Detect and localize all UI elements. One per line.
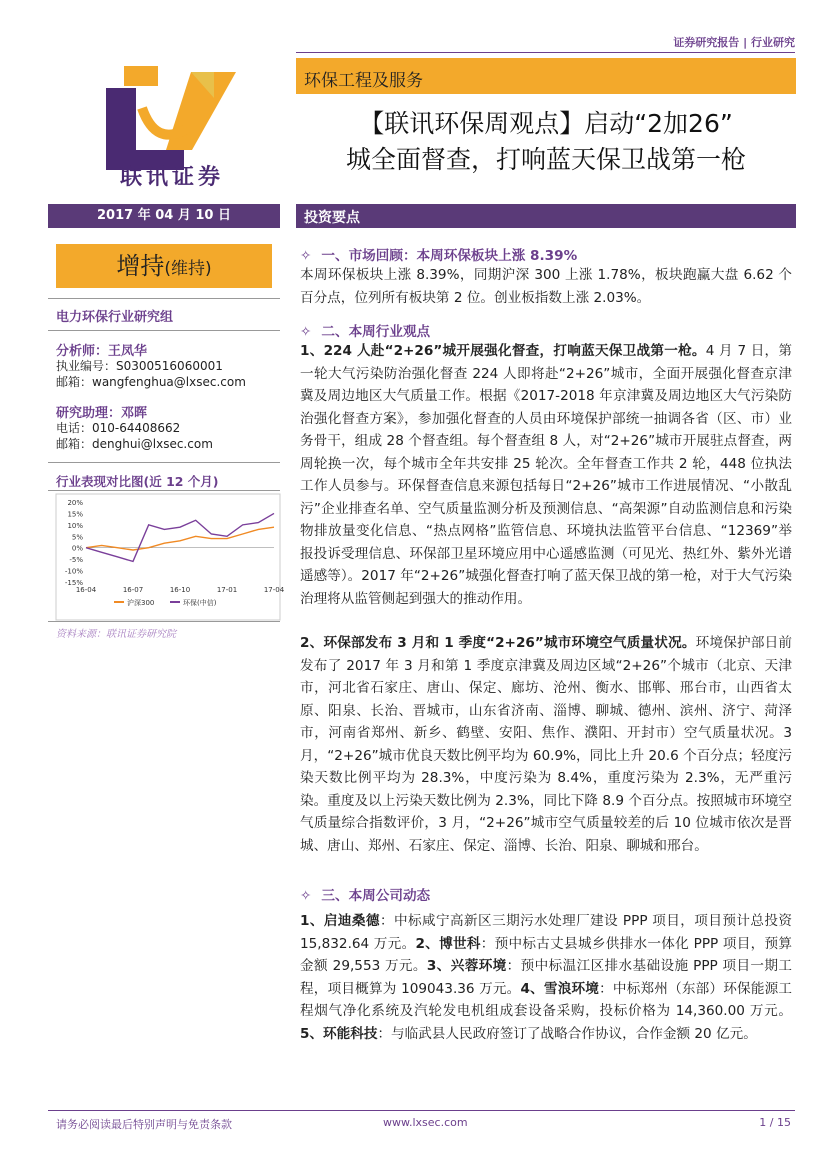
divider bbox=[48, 330, 280, 331]
legend-label: 沪深300 bbox=[127, 599, 155, 607]
footer-rule bbox=[48, 1110, 795, 1111]
y-tick-label: 10% bbox=[67, 521, 83, 530]
x-tick-label: 17-01 bbox=[216, 586, 238, 594]
s2-heading bbox=[300, 320, 430, 340]
s1-heading bbox=[300, 244, 577, 264]
diamond-icon: ✧ bbox=[300, 888, 312, 904]
assistant-email: 邮箱：denghui@lxsec.com bbox=[56, 437, 213, 451]
company-2: 2、博世科 bbox=[415, 935, 481, 952]
section-header bbox=[296, 204, 796, 228]
research-group: 电力环保行业研究组 bbox=[56, 310, 174, 325]
assistant-phone: 电话：010-64408662 bbox=[56, 421, 181, 435]
title-line-2: 城全面督查，打响蓝天保卫战第一枪 bbox=[345, 145, 746, 174]
footer-site-link[interactable]: www.lxsec.com bbox=[383, 1116, 468, 1129]
s3-heading bbox=[300, 884, 430, 904]
s3-company-news bbox=[300, 910, 792, 1045]
divider bbox=[48, 621, 280, 622]
y-tick-label: 0% bbox=[71, 544, 83, 553]
x-tick-label: 16-07 bbox=[122, 586, 144, 594]
y-tick-label: -10% bbox=[64, 567, 83, 576]
chart-title: 行业表现对比图(近 12 个月) bbox=[56, 474, 219, 489]
x-tick-label: 16-04 bbox=[75, 586, 97, 594]
s2-paragraph-1 bbox=[300, 340, 792, 610]
rating-note: (维持) bbox=[164, 259, 212, 279]
company-3-text: ：预中标温江区排水基础设施 PPP 项目一期工程，项目概算为 109043.36 万元。 bbox=[300, 958, 792, 997]
performance-chart bbox=[56, 494, 285, 620]
analyst-name: 分析师：王凤华 bbox=[56, 344, 148, 359]
s2-p2-lead: 2、环保部发布 3 月和 1 季度“2+26”城市环境空气质量状况。 bbox=[300, 635, 696, 651]
diamond-icon: ✧ bbox=[300, 248, 312, 264]
sector-banner bbox=[296, 58, 796, 94]
y-tick-label: -5% bbox=[69, 556, 83, 565]
section-title: 投资要点 bbox=[304, 210, 360, 226]
report-title bbox=[296, 106, 796, 178]
report-type: 证券研究报告 | 行业研究 bbox=[673, 36, 795, 49]
page-number: 1 / 15 bbox=[759, 1116, 791, 1129]
y-tick-label: 20% bbox=[67, 499, 83, 507]
analyst-license: 执业编号：S0300516060001 bbox=[56, 359, 223, 373]
logo-text: 联讯证券 bbox=[119, 165, 224, 190]
s1-text: 本周环保板块上涨 8.39%，同期沪深 300 上涨 1.78%，板块跑赢大盘 6.62 个百分点，位列所有板块第 2 位。创业板指数上涨 2.03%。 bbox=[300, 267, 792, 306]
company-3: 3、兴蓉环境 bbox=[426, 958, 507, 974]
company-5-text: ：与临武县人民政府签订了战略合作协议，合作金额 20 亿元。 bbox=[377, 1025, 757, 1042]
s2-p2-text: 环境保护部日前发布了 2017 年 3 月和第 1 季度京津冀及周边区域“2+26”个城市（北京、天津市，河北省石家庄、唐山、保定、廊坊、沧州、衡水、邯郸、邢台市，山西省太原、阳泉、长治、晋城市，山东省济南、淄博、聊城、德州、滨州、济宁、菏泽市，河南省郑州、新乡、鹤壁、安阳、焦作、濮阳、开封市）空气质量状况。3 月，“2+26”城市优良天数比例平均为 60.9%，同比上升 20.6 个百分点；轻度污染天数比例平均为 28.3%，中度污染为 8.4%，重度污染为 2.3%，无严重污染。重度及以上污染天数比例为 2.3%，同比下降 8.9 个百分点。按照城市环境空气质量综合指数评价，3 月，“2+26”城市空气质量较差的后 10 位城市依次是晋城、唐山、郑州、石家庄、保定、淄博、长治、阳泉、聊城和邢台。 bbox=[300, 635, 792, 854]
x-tick-label: 17-04 bbox=[263, 586, 285, 594]
sector-label: 环保工程及服务 bbox=[304, 71, 423, 91]
rating-badge bbox=[56, 244, 272, 288]
y-tick-label: 5% bbox=[71, 533, 83, 542]
header-rule bbox=[296, 52, 795, 53]
company-4: 4、雪浪环境 bbox=[520, 980, 600, 997]
report-date: 2017 年 04 月 10 日 bbox=[48, 204, 280, 228]
rating-value: 增持 bbox=[116, 252, 165, 280]
assistant-name: 研究助理：邓晖 bbox=[56, 406, 148, 421]
y-tick-label: -15% bbox=[64, 579, 83, 587]
s2-p1-text: 4 月 7 日，第一轮大气污染防治强化督查 224 人即将赴“2+26”城市，全面开展强化督查京津冀及周边地区大气质量工作。根据《2017-2018 年京津冀及周边地区大气污染防治强化督查方案》，参加强化督查的人员由环境保护部统一抽调各省（区、市）业务骨干，组成 28 个督查组。每个督查组 8 人，对“2+26”城市开展驻点督查，两周轮换一次，每个城市全年共安排 25 轮次。全年督查工作共 2 轮，448 位执法工作人员参与。环保督查信息来源包括每日“2+26”城市工作进展情况、“小散乱污”企业排查名单、空气质量监测分析及预测信息、“高架源”自动监测信息和污染物排放量变化信息、“热点网格”监管信息、环境执法监管平台信息、“12369”举报投诉受理信息、环保部卫星环境应用中心遥感监测（可见光、热红外、紫外光谱遥感等）。2017 年“2+26”城强化督查打响了蓝天保卫战的第一枪，对于大气污染治理将从监管侧起到强大的推动作用。 bbox=[300, 343, 792, 607]
s1-heading-text: 一、市场回顾：本周环保板块上涨 8.39% bbox=[321, 248, 578, 264]
divider bbox=[48, 462, 280, 463]
chart-frame bbox=[56, 494, 280, 620]
company-5: 5、环能科技 bbox=[300, 1025, 378, 1042]
s2-p1-lead: 1、224 人赴“2+26”城开展强化督查，打响蓝天保卫战第一枪。 bbox=[300, 343, 706, 359]
legend-label: 环保(中信) bbox=[183, 599, 217, 607]
company-1: 1、启迪桑德 bbox=[300, 913, 380, 929]
chart-source: 资料来源：联讯证券研究院 bbox=[56, 629, 176, 640]
analyst-email: 邮箱：wangfenghua@lxsec.com bbox=[56, 375, 246, 389]
s2-heading-text: 二、本周行业观点 bbox=[321, 324, 431, 340]
company-2-text: ：预中标古丈县城乡供排水一体化 PPP 项目，预算金额 29,553 万元。 bbox=[300, 935, 792, 974]
y-tick-label: 15% bbox=[67, 510, 83, 519]
footer-disclaimer[interactable]: 请务必阅读最后特别声明与免责条款 bbox=[56, 1118, 232, 1131]
s3-heading-text: 三、本周公司动态 bbox=[321, 888, 431, 904]
title-line-1: 【联讯环保周观点】启动“2加26” bbox=[359, 109, 733, 138]
s2-paragraph-2 bbox=[300, 632, 792, 857]
divider bbox=[48, 298, 280, 299]
company-1-text: ：中标咸宁高新区三期污水处理厂建设 PPP 项目，项目预计总投资 15,832.64 万元。 bbox=[300, 913, 792, 952]
company-4-text: ：中标郑州（东部）环保能源工程烟气净化系统及汽轮发电机组成套设备采购，投标价格为 14,360.00 万元。 bbox=[300, 980, 793, 1019]
x-tick-label: 16-10 bbox=[169, 586, 191, 594]
diamond-icon: ✧ bbox=[300, 324, 312, 340]
divider bbox=[48, 490, 280, 491]
